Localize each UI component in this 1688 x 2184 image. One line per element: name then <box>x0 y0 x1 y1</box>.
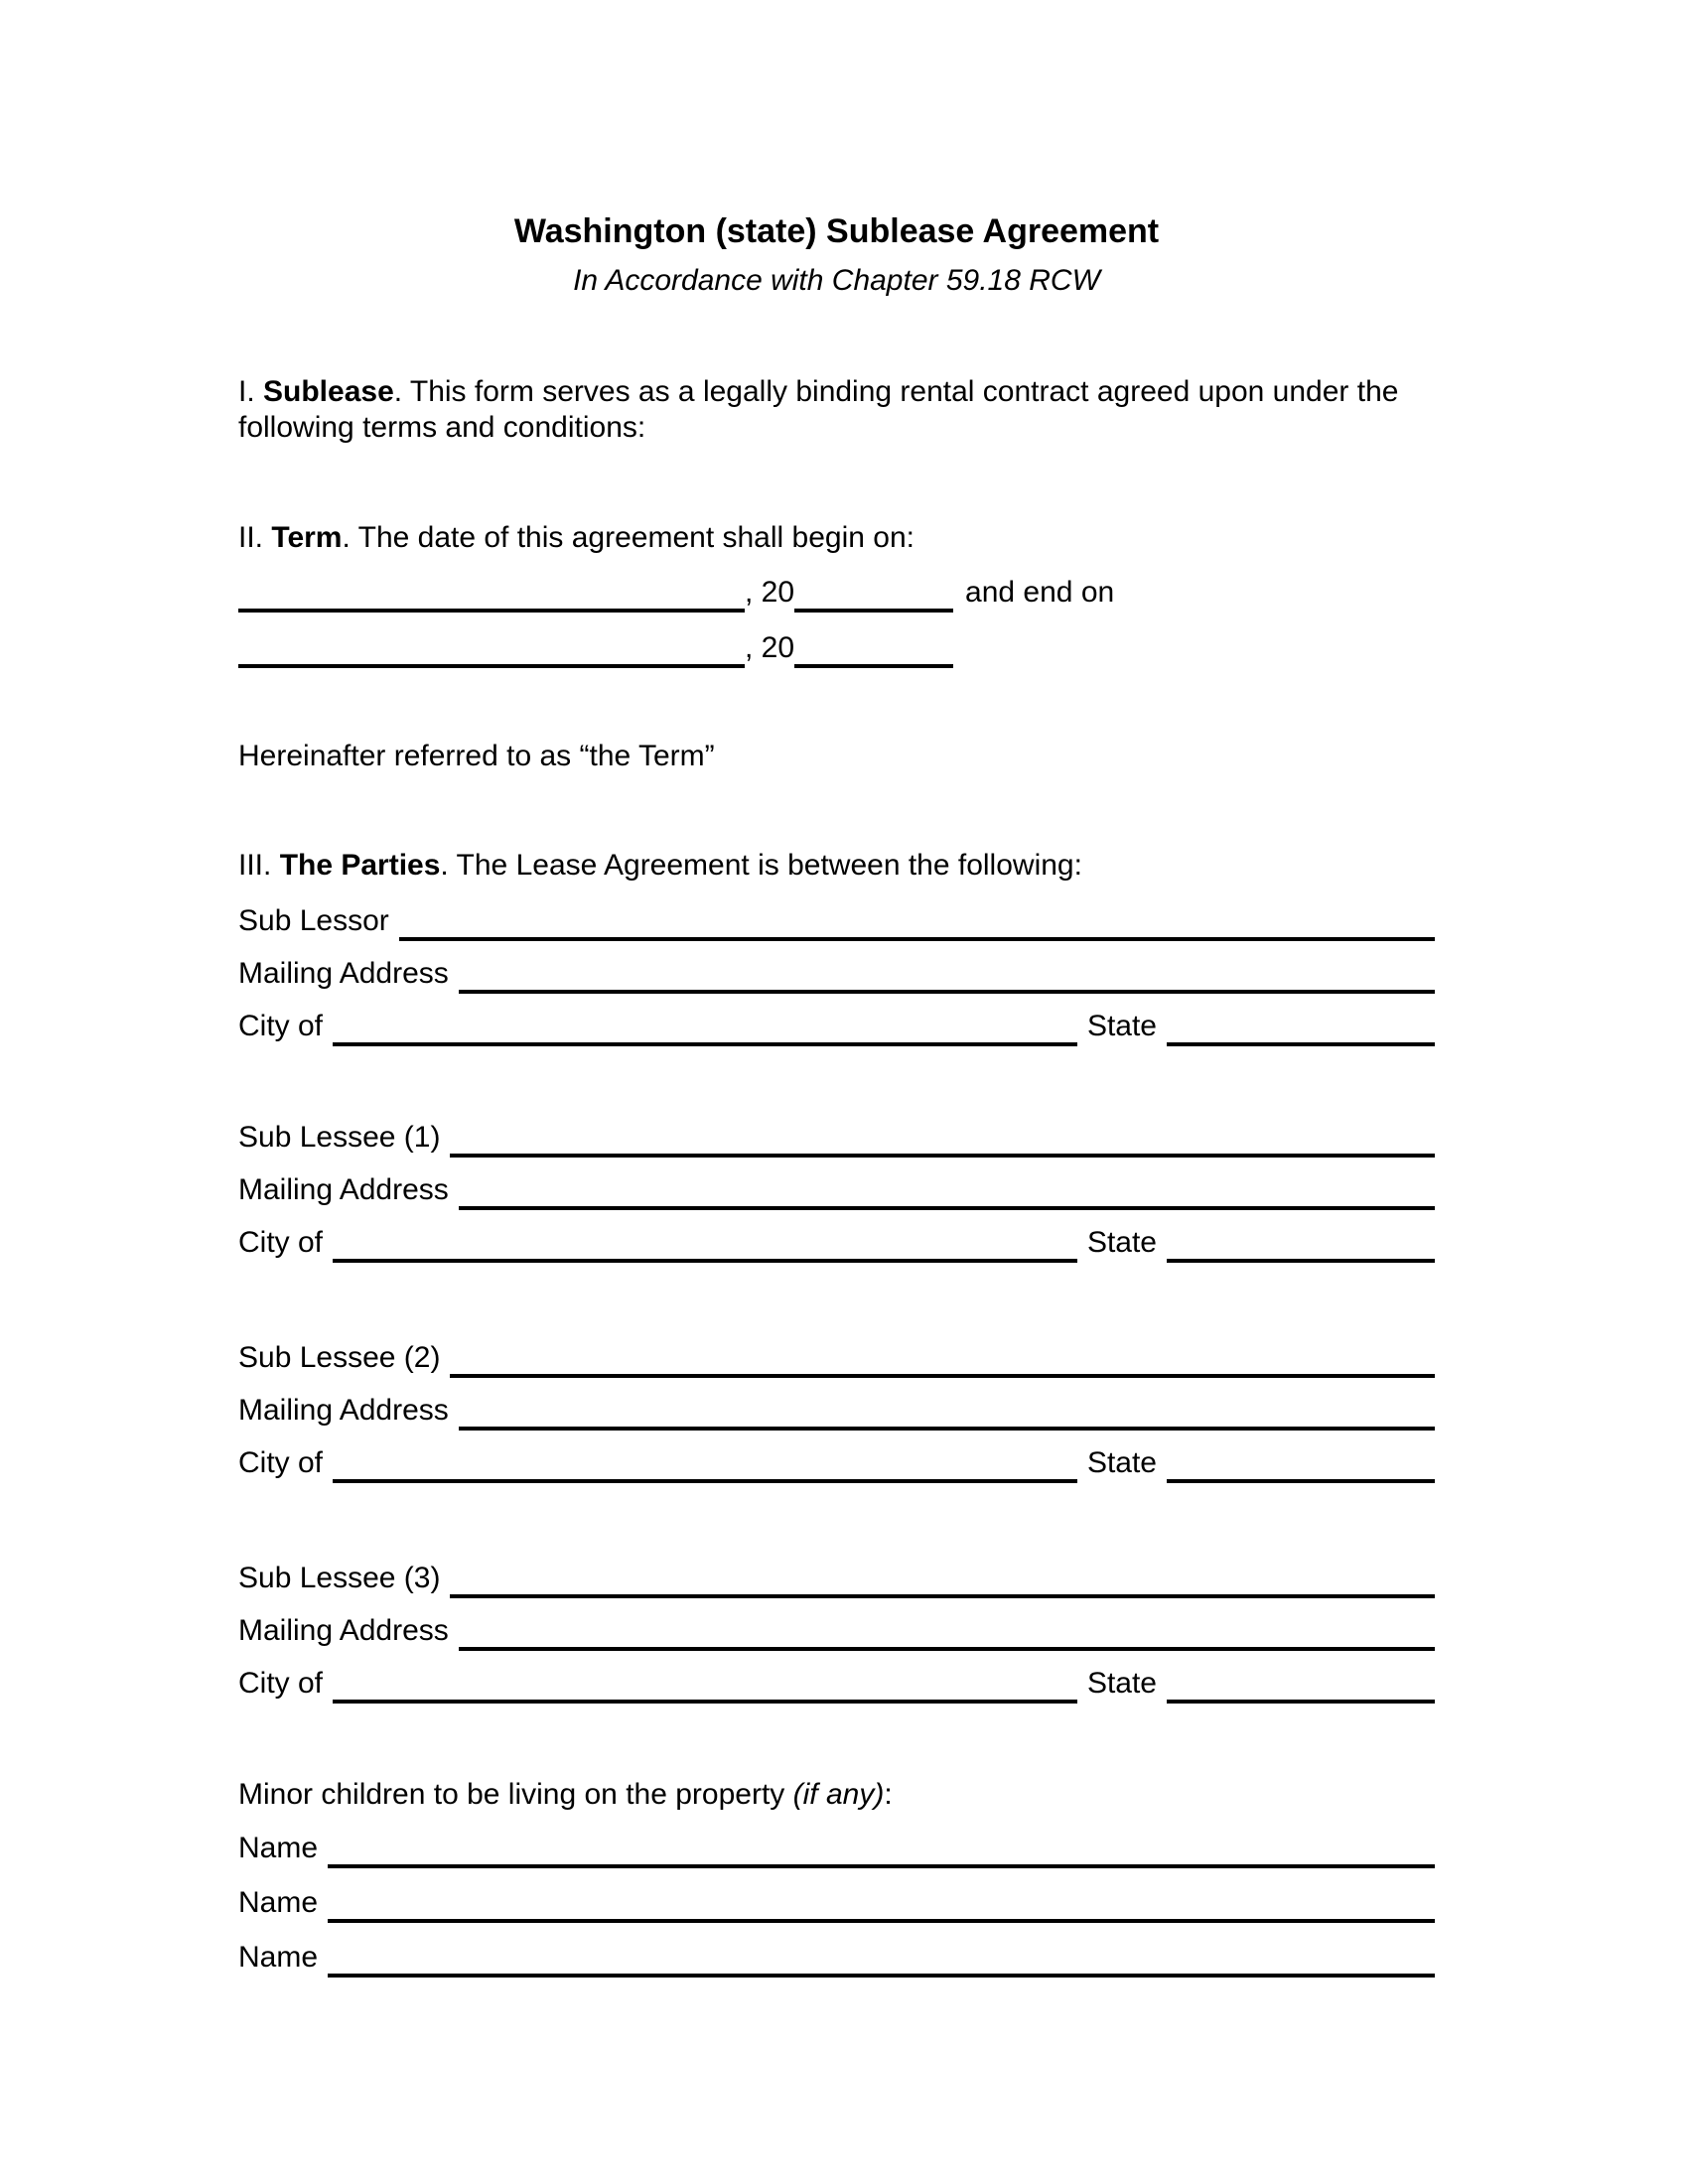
city-label: City of <box>238 1226 324 1259</box>
page-title: Washington (state) Sublease Agreement <box>513 212 1160 250</box>
state-label: State <box>1086 1010 1157 1042</box>
end-year-prefix: , 20 <box>745 631 795 664</box>
party-label: Sub Lessee (1) <box>238 1121 441 1154</box>
start-date-blank[interactable] <box>238 573 745 613</box>
sublessee-2-city-blank[interactable] <box>333 1443 1077 1483</box>
section-2-label: Term <box>271 521 343 554</box>
child-name-1-blank[interactable] <box>328 1829 1435 1868</box>
sublessee-1-name-blank[interactable] <box>450 1118 1435 1158</box>
child-name-row <box>238 1938 1435 1978</box>
sublessor-city-blank[interactable] <box>333 1007 1077 1046</box>
sublessor-mailing-blank[interactable] <box>459 954 1435 994</box>
party-label: Sub Lessee (2) <box>238 1341 441 1374</box>
sublessor-name-blank[interactable] <box>399 901 1435 941</box>
sublessor-state-blank[interactable] <box>1167 1007 1435 1046</box>
party-name-row <box>238 1118 1435 1158</box>
mailing-label: Mailing Address <box>238 1614 449 1647</box>
mailing-row <box>238 954 1435 994</box>
if-any-italic: (if any) <box>792 1778 885 1811</box>
party-block-sublessor <box>238 901 1435 1046</box>
city-state-row <box>238 1007 1435 1046</box>
party-block-sublessee-1 <box>238 1118 1435 1263</box>
sublessee-2-state-blank[interactable] <box>1167 1443 1435 1483</box>
party-block-sublessee-3 <box>238 1559 1435 1704</box>
city-label: City of <box>238 1010 324 1042</box>
hereinafter-text: Hereinafter referred to as “the Term” <box>238 740 715 772</box>
name-label: Name <box>238 1832 319 1864</box>
sublessee-3-state-blank[interactable] <box>1167 1664 1435 1704</box>
mailing-row <box>238 1170 1435 1210</box>
party-name-row <box>238 1559 1435 1598</box>
sublessee-3-mailing-blank[interactable] <box>459 1611 1435 1651</box>
party-block-sublessee-2 <box>238 1338 1435 1483</box>
section-1-label: Sublease <box>263 375 394 408</box>
start-year-blank[interactable] <box>794 573 953 613</box>
minor-children-heading <box>238 1775 1435 1815</box>
section-1-body: . This form serves as a legally binding rental contract agreed upon under the following terms and conditions: <box>238 375 1399 444</box>
section-2-heading <box>238 518 1435 558</box>
mailing-row <box>238 1391 1435 1431</box>
name-label: Name <box>238 1941 319 1974</box>
city-label: City of <box>238 1446 324 1479</box>
sublessee-1-state-blank[interactable] <box>1167 1223 1435 1263</box>
city-state-row <box>238 1664 1435 1704</box>
section-1-number: I. <box>238 375 264 408</box>
state-label: State <box>1086 1667 1157 1700</box>
sublessee-1-city-blank[interactable] <box>333 1223 1077 1263</box>
minor-children-text: Minor children to be living on the property <box>238 1778 793 1811</box>
end-date-blank[interactable] <box>238 628 745 668</box>
state-label: State <box>1086 1226 1157 1259</box>
party-name-row <box>238 1338 1435 1378</box>
sublessee-1-mailing-blank[interactable] <box>459 1170 1435 1210</box>
party-name-row <box>238 901 1435 941</box>
section-3-body: . The Lease Agreement is between the following: <box>440 849 1082 882</box>
section-2-number: II. <box>238 521 272 554</box>
city-state-row <box>238 1443 1435 1483</box>
minor-children-colon: : <box>884 1778 893 1811</box>
name-label: Name <box>238 1886 319 1919</box>
child-name-3-blank[interactable] <box>328 1938 1435 1978</box>
party-label: Sub Lessee (3) <box>238 1562 441 1594</box>
child-name-2-blank[interactable] <box>328 1883 1435 1923</box>
section-3-label: The Parties <box>279 849 441 882</box>
sublessee-3-name-blank[interactable] <box>450 1559 1435 1598</box>
city-state-row <box>238 1223 1435 1263</box>
page-subtitle: In Accordance with Chapter 59.18 RCW <box>573 264 1100 297</box>
state-label: State <box>1086 1446 1157 1479</box>
end-year-blank[interactable] <box>794 628 953 668</box>
start-year-prefix: , 20 <box>745 576 795 609</box>
child-name-row <box>238 1829 1435 1868</box>
section-3-number: III. <box>238 849 280 882</box>
mailing-row <box>238 1611 1435 1651</box>
city-label: City of <box>238 1667 324 1700</box>
term-end-row <box>238 628 1435 668</box>
sublessee-2-mailing-blank[interactable] <box>459 1391 1435 1431</box>
section-3-heading <box>238 846 1435 886</box>
sublessee-2-name-blank[interactable] <box>450 1338 1435 1378</box>
child-name-row <box>238 1883 1435 1923</box>
mailing-label: Mailing Address <box>238 957 449 990</box>
sublessee-3-city-blank[interactable] <box>333 1664 1077 1704</box>
party-label: Sub Lessor <box>238 904 389 937</box>
term-start-row <box>238 573 1435 613</box>
mailing-label: Mailing Address <box>238 1173 449 1206</box>
section-1-paragraph <box>238 374 1435 446</box>
term-end-text: and end on <box>965 576 1115 609</box>
section-2-body: . The date of this agreement shall begin on: <box>342 521 914 554</box>
mailing-label: Mailing Address <box>238 1394 449 1427</box>
